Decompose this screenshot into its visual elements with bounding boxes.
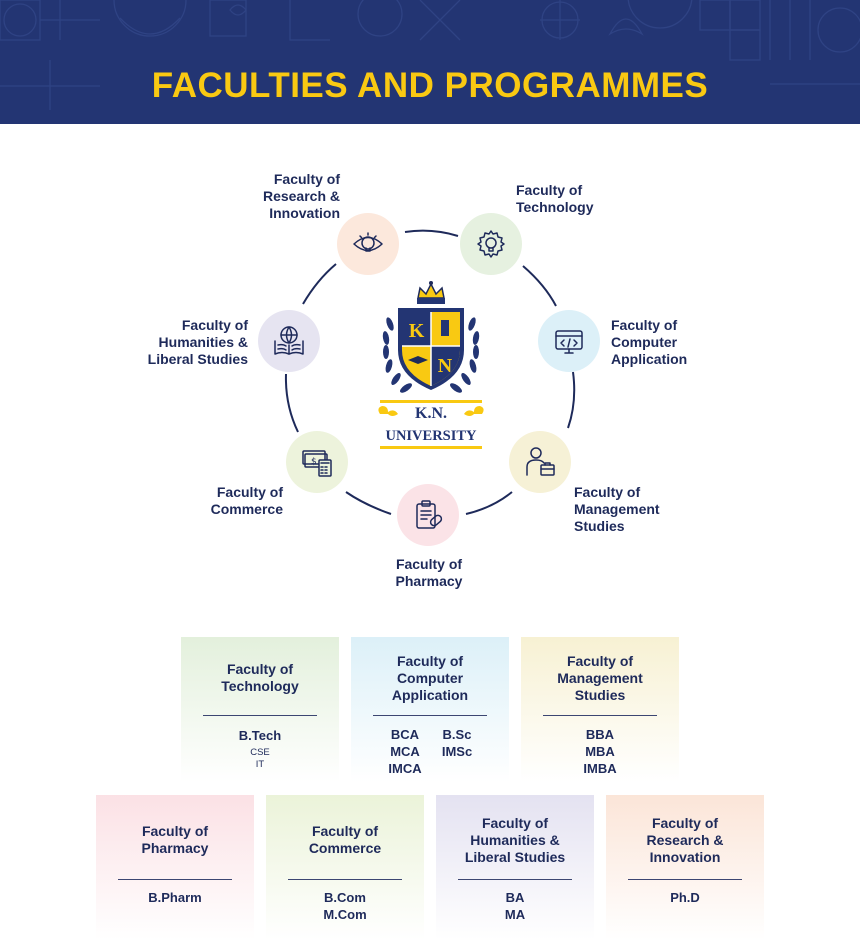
globe-book-icon [272, 324, 306, 358]
card-divider [118, 879, 232, 880]
programme-bba: BBA [585, 727, 615, 742]
card-management-studies [521, 637, 679, 782]
card-divider [288, 879, 402, 880]
svg-text:UNIVERSITY: UNIVERSITY [385, 428, 477, 444]
card-title: Faculty of Research & Innovation [646, 815, 724, 865]
node-technology [460, 213, 522, 275]
node-label-technology: Faculty of Technology [516, 182, 594, 215]
programme-btech: B.Tech [238, 728, 282, 743]
programme-bsc: B.Sc [442, 727, 472, 742]
node-commerce [286, 431, 348, 493]
manager-briefcase-icon [523, 445, 557, 479]
card-humanities-liberal-studies [436, 795, 594, 940]
prescription-pill-icon [411, 498, 445, 532]
node-label-computer-application: Faculty of Computer Application [611, 317, 688, 367]
card-title: Faculty of Management Studies [557, 653, 643, 703]
programme-bcom: B.Com [324, 890, 366, 905]
page-title: FACULTIES AND PROGRAMMES [151, 66, 709, 105]
node-label-research-innovation: Faculty of Research & Innovation [262, 171, 340, 221]
programme-mca: MCA [390, 744, 420, 759]
node-pharmacy [397, 484, 459, 546]
card-title: Faculty of Humanities & Liberal Studies [464, 815, 566, 865]
card-title: Faculty of Commerce [308, 823, 382, 856]
programme-phd: Ph.D [670, 890, 700, 905]
programme-ba: BA [505, 890, 525, 905]
card-divider [543, 715, 657, 716]
node-label-humanities-liberal-studies: Faculty of Humanities & Liberal Studies [147, 317, 248, 367]
gear-bulb-icon [474, 227, 508, 261]
card-divider [203, 715, 317, 716]
spec-it: IT [255, 759, 265, 770]
spec-cse: CSE [250, 747, 270, 758]
kn-university-logo [374, 280, 488, 452]
programme-mba: MBA [585, 744, 615, 759]
node-computer-application [538, 310, 600, 372]
card-title: Faculty of Technology [221, 661, 299, 694]
node-label-pharmacy: Faculty of Pharmacy [395, 556, 463, 589]
programme-mcom: M.Com [323, 907, 367, 922]
crown-icon [417, 281, 445, 304]
code-window-icon [552, 324, 586, 358]
node-label-commerce: Faculty of Commerce [210, 484, 283, 517]
node-research-innovation [337, 213, 399, 275]
programme-bca: BCA [390, 727, 420, 742]
svg-text:N: N [437, 355, 453, 377]
programme-imsc: IMSc [441, 744, 473, 759]
card-technology [181, 637, 339, 782]
programme-imca: IMCA [388, 761, 422, 776]
card-computer-application [351, 637, 509, 782]
card-research-innovation [606, 795, 764, 940]
eye-lightbulb-icon [351, 227, 385, 261]
svg-text:K.N.: K.N. [415, 405, 447, 422]
node-label-management-studies: Faculty of Management Studies [574, 484, 660, 534]
node-management-studies [509, 431, 571, 493]
card-title: Faculty of Pharmacy [141, 823, 209, 856]
svg-text:K: K [408, 320, 425, 342]
card-divider [373, 715, 487, 716]
node-humanities-liberal-studies [258, 310, 320, 372]
card-divider [458, 879, 572, 880]
card-title: Faculty of Computer Application [391, 653, 469, 703]
cash-calculator-icon [300, 445, 334, 479]
programme-ma: MA [504, 907, 526, 922]
programme-imba: IMBA [583, 761, 617, 776]
card-divider [628, 879, 742, 880]
card-commerce [266, 795, 424, 940]
card-pharmacy [96, 795, 254, 940]
programme-bpharm: B.Pharm [148, 890, 202, 905]
svg-text:$: $ [311, 457, 317, 467]
